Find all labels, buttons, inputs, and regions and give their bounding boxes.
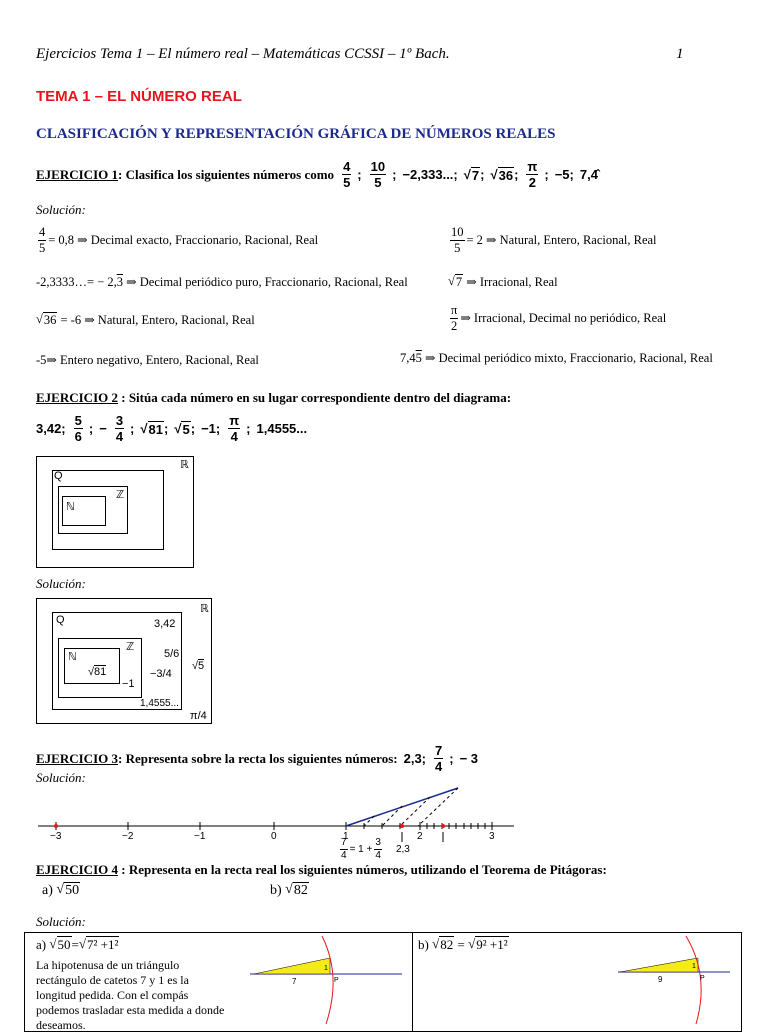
fig-a-arc	[322, 936, 333, 1024]
section-title: CLASIFICACIÓN Y REPRESENTACIÓN GRÁFICA DE NÚMEROS REALES	[36, 126, 556, 142]
ex4-label: EJERCICIO 4	[36, 862, 118, 877]
ex4-figure-b	[614, 936, 734, 1024]
ex1-sqrt-7: √ 7 ;	[463, 166, 485, 183]
ex3-text: : Representa sobre la recta los siguientes números:	[118, 750, 398, 766]
svg-text:−3: −3	[50, 831, 62, 842]
point-minus-sqrt3	[54, 824, 58, 828]
svg-text:1: 1	[324, 965, 328, 972]
ex1-num-7: −5;	[554, 167, 574, 182]
fig-b-triangle	[620, 958, 698, 972]
ex1-statement	[36, 160, 604, 189]
ex1-num-8: 7,4̂	[579, 167, 598, 182]
ex1-answer-1: $\frac{4}{5}$ = 0,8 ⇒ Decimal exacto, Fraccionario, Racional, Real	[39, 225, 319, 255]
page-header: Ejercicios Tema 1 – El número real – Matemáticas CCSSI – 1º Bach.	[36, 46, 450, 62]
svg-text:P: P	[334, 977, 339, 984]
ex1-solution-label: Solución:	[36, 202, 86, 217]
ex4-statement	[36, 862, 607, 878]
ex1-answer-4: √ 7 ⇒ Irracional, Real	[448, 274, 558, 289]
ex2-statement	[36, 390, 511, 406]
ex1-answer-8: 7,4 5 ⇒ Decimal periódico mixto, Fraccionario, Racional, Real	[400, 350, 713, 365]
placed-sqrt-5: √5	[192, 660, 205, 672]
sol-set-Q-label: Q	[56, 614, 65, 626]
ex1-sqrt-36: √ 36 ;	[490, 166, 519, 183]
ex4-table-divider	[412, 932, 413, 1032]
ex1-answer-7: -5⇒ Entero negativo, Entero, Racional, Real	[36, 353, 259, 367]
placed-minus-3-4: −3/4	[150, 668, 172, 680]
set-N-label: ℕ	[66, 501, 75, 513]
ex1-text: : Clasifica los siguientes números como	[118, 166, 335, 182]
ex4-text: : Representa en la recta real los siguientes números, utilizando el Teorema de Pitágoras:	[118, 862, 607, 877]
ex2-solution-label: Solución:	[36, 576, 86, 591]
svg-text:9: 9	[658, 975, 663, 984]
set-Q-label: Q	[54, 470, 63, 482]
ex1-answer-3: -2,3333…= − 2, 3 ⇒ Decimal periódico puro, Fraccionario, Racional, Real	[36, 274, 408, 289]
placed-pi-4: π/4	[190, 710, 207, 722]
ex2-label: EJERCICIO 2	[36, 390, 118, 405]
ex2-text: : Sitúa cada número en su lugar correspondiente dentro del diagrama:	[118, 390, 512, 405]
sol-set-Z-label: ℤ	[126, 641, 135, 653]
placed-5-6: 5/6	[164, 648, 180, 660]
ex4-solution-label: Solución:	[36, 914, 86, 929]
ex4-item-a: a) √ 50	[42, 882, 80, 898]
svg-text:2: 2	[417, 831, 423, 842]
ex4-cell-a-text: La hipotenusa de un triángulo rectángulo de catetos 7 y 1 es la longitud pedida. Con el compás podemos trasladar esta medida a donde deseamos.	[36, 958, 225, 1032]
set-R-label: ℝ	[180, 459, 189, 471]
parallel-lines	[364, 788, 458, 826]
svg-text:7: 7	[292, 977, 297, 986]
svg-text:0: 0	[271, 831, 277, 842]
ex4-cell-b-formula: b) √ 82 = √ 9² +1²	[418, 936, 508, 952]
ex3-label: EJERCICIO 3	[36, 750, 118, 766]
svg-text:P: P	[700, 975, 705, 982]
ex1-answer-2: $\frac{10}{5}$ = 2 ⇒ Natural, Entero, Racional, Real	[451, 225, 657, 255]
point-7-4	[400, 824, 404, 828]
placed-3-42: 3,42	[154, 618, 176, 630]
ex1-num-3: −2,333...;	[402, 167, 458, 182]
point-2-3	[441, 824, 445, 828]
ex3-note: $\frac{7}{4}$ = 1 + $\frac{3}{4}$ 2,3	[341, 837, 410, 861]
svg-text:−1: −1	[194, 831, 206, 842]
fig-b-arc	[686, 936, 701, 1024]
ex2-numbers: 3,42; 5 6 ; − $\frac{3}{4}$ ; √ 81 ; √ 5 ; −1; π 4 ; 1,4555...	[36, 413, 308, 444]
ex4-figure-a	[246, 936, 406, 1024]
sol-set-R-label: ℝ	[200, 603, 209, 615]
ex1-numbers: 4 5 ; 10 5 ; −2,333...; √ 7 ; √ 36 ; π 2 ; −5; 7,4̂	[343, 159, 598, 190]
ex3-statement: EJERCICIO 3 : Representa sobre la recta los siguientes números: 2,3; 7 4 ; − 3	[36, 743, 479, 774]
ex1-label: EJERCICIO 1	[36, 166, 118, 182]
placed-sqrt-81: √81	[88, 666, 107, 678]
tick-labels	[50, 831, 495, 842]
ex4-cell-a-formula: a) √ 50 = √ 7² +1²	[36, 936, 119, 952]
ex1-frac-2: 10 5	[370, 159, 386, 190]
placed-minus-1: −1	[122, 678, 135, 690]
ex3-solution-label: Solución:	[36, 770, 86, 785]
page-number: 1	[676, 46, 684, 62]
ex1-frac-pi2: π 2	[527, 159, 538, 190]
page-title: TEMA 1 – EL NÚMERO REAL	[36, 88, 242, 105]
ex1-frac-1: 4 5	[343, 159, 351, 190]
number-line-figure	[30, 782, 530, 862]
svg-text:1: 1	[692, 963, 696, 970]
fig-a-triangle	[254, 958, 330, 974]
ex1-answer-6: π 2 ⇒ Irracional, Decimal no periódico, Real	[451, 303, 667, 333]
construction-line	[346, 788, 458, 826]
svg-text:−2: −2	[122, 831, 134, 842]
ex4-item-b: b) √ 82	[270, 882, 308, 898]
ex1-answer-5: √ 36 = -6 ⇒ Natural, Entero, Racional, Real	[36, 312, 255, 327]
svg-text:3: 3	[489, 831, 495, 842]
placed-1-4555: 1,4555...	[140, 698, 179, 709]
sol-set-N-label: ℕ	[68, 651, 77, 663]
svg-text:1: 1	[343, 831, 349, 842]
set-Z-label: ℤ	[116, 489, 125, 501]
